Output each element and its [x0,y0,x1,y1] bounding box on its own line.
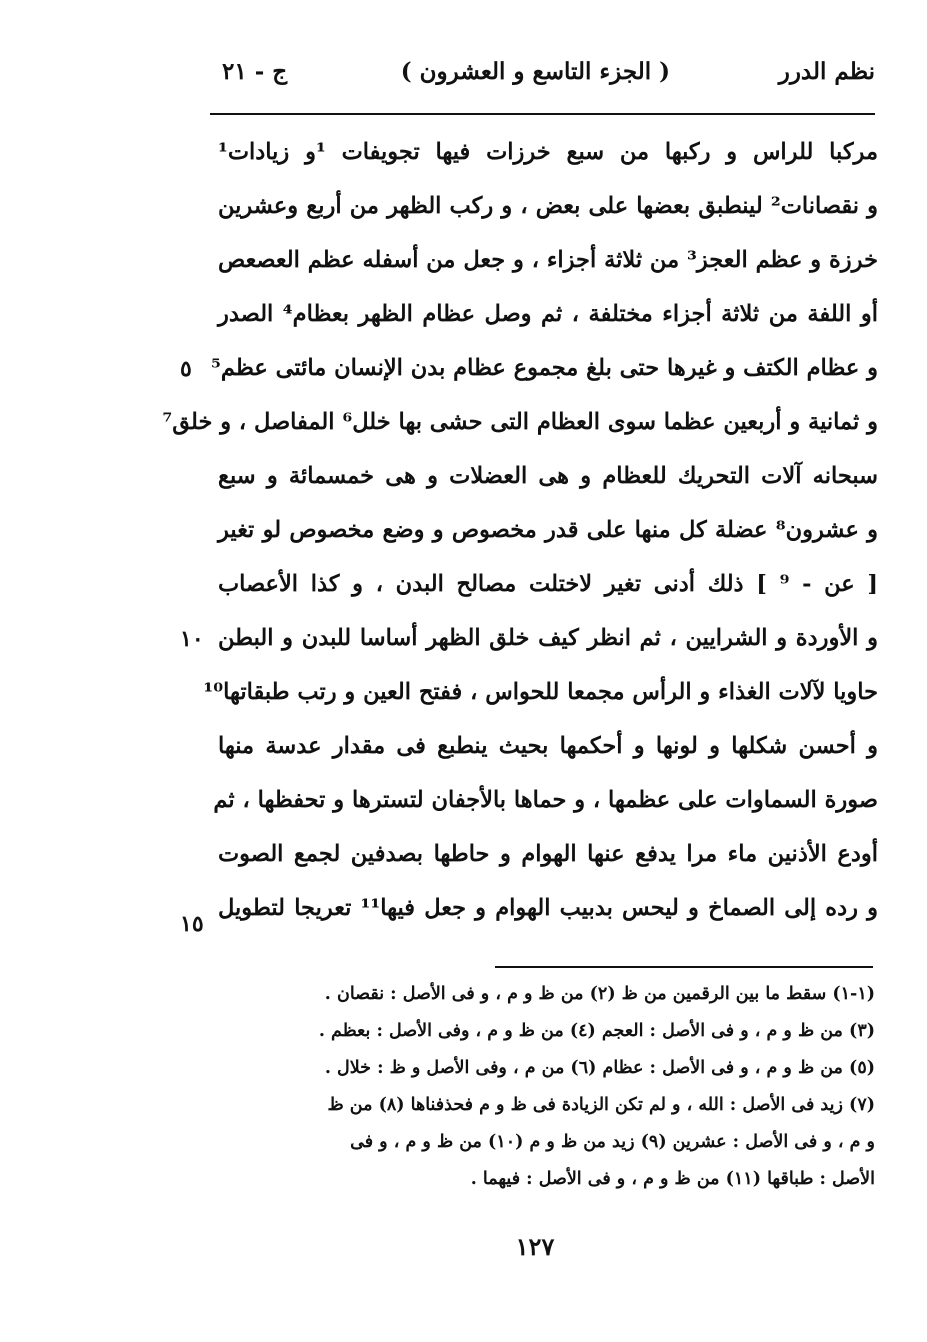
line-number-15: ١٥ [180,911,204,937]
volume-number: ج - ٢١ [222,58,288,85]
running-header [210,58,875,106]
text-line: مركبا للراس و ركبها من سبع خرزات فيها تجويفات ¹و زيادات¹ [218,139,879,165]
text-line: و ثمانية و أربعين عظما سوى العظام التى حشى بها خلل⁶ المفاصل ، و خلق⁷ [162,409,878,435]
footnote-line: (٥) من ظ و م ، و فى الأصل : عظام (٦) من م ، وفى الأصل و ظ : خلال . [324,1058,875,1078]
text-line: أودع الأذنين ماء مرا يدفع عنها الهوام و حاطها بصدفين لجمع الصوت [218,841,878,867]
line-number-10: ١٠ [180,626,204,652]
text-line: حاويا لآلات الغذاء و الرأس مجمعا للحواس ، ففتح العين و رتب طبقاتها¹⁰ [203,679,878,705]
text-line: و رده إلى الصماخ و ليحس بدبيب الهوام و جعل فيها¹¹ تعريجا لتطويل [218,895,878,921]
text-line: و الأوردة و الشرايين ، ثم انظر كيف خلق الظهر أساسا للبدن و البطن [218,625,878,651]
text-line: و أحسن شكلها و لونها و أحكمها بحيث ينطبع فى مقدار عدسة منها [218,733,878,759]
text-line: و عشرون⁸ عضلة كل منها على قدر مخصوص و وضع مخصوص لو تغير [218,517,878,543]
header-divider [210,113,875,115]
footnote-line: الأصل : طباقها (١١) من ظ و م ، و فى الأصل : فيهما . [470,1169,875,1189]
line-number-5: ٥ [180,356,192,382]
footnote-line: (٧) زيد فى الأصل : الله ، و لم تكن الزيادة فى ظ و م فحذفناها (٨) من ظ [327,1095,875,1115]
footnote-line: (٣) من ظ و م ، و فى الأصل : العجم (٤) من ظ و م ، وفى الأصل : بعظم . [318,1021,875,1041]
text-line: صورة السماوات على عظمها ، و حماها بالأجفان لتسترها و تحفظها ، ثم [213,787,878,813]
footnote-divider [495,966,873,968]
text-line: سبحانه آلات التحريك للعظام و هى العضلات و هى خمسمائة و سبع [218,463,878,489]
footnote-line: و م ، و فى الأصل : عشرين (٩) زيد من ظ و م (١٠) من ظ و م ، و فى [350,1132,875,1152]
text-line: [ عن - ⁹ ] ذلك أدنى تغير لاختلت مصالح البدن ، و كذا الأعصاب [218,571,878,597]
text-line: و نقصانات² لينطبق بعضها على بعض ، و ركب الظهر من أربع وعشرين [218,193,879,219]
text-line: و عظام الكتف و غيرها حتى بلغ مجموع عظام بدن الإنسان مائتى عظم⁵ [211,355,878,381]
text-line: أو اللفة من ثلاثة أجزاء مختلفة ، ثم وصل عظام الظهر بعظام⁴ الصدر [218,301,878,327]
text-line: خرزة و عظم العجز³ من ثلاثة أجزاء ، و جعل من أسفله عظم العصعص [218,247,878,273]
footnote-line: (١-١) سقط ما بين الرقمين من ظ (٢) من ظ و م ، و فى الأصل : نقصان . [324,984,875,1004]
page-number: ١٢٧ [515,1232,555,1261]
footnotes [215,976,875,1198]
part-title: ( الجزء التاسع و العشرون ) [400,58,670,85]
book-title: نظم الدرر [778,58,875,85]
